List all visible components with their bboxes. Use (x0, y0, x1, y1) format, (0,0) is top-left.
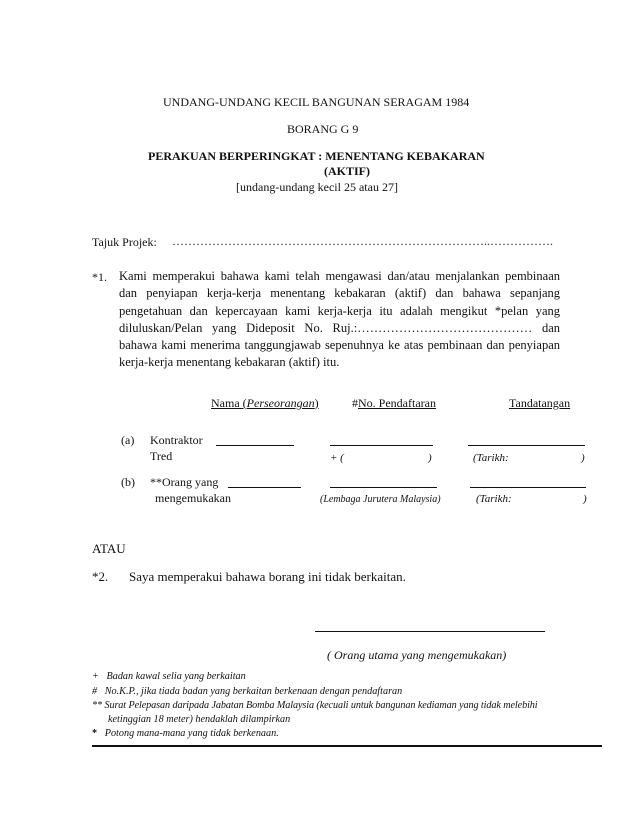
row-a-name-line (216, 445, 294, 446)
row-a-line2: Tred (150, 449, 173, 463)
project-title-label: Tajuk Projek: (92, 235, 157, 249)
row-b-signature-line (470, 487, 586, 488)
form-subtitle: (AKTIF) (324, 164, 370, 178)
footnote-plus: + Badan kawal selia yang berkaitan (92, 671, 246, 682)
row-b-date-hint-close: ) (583, 493, 587, 505)
registration-column-header: #No. Pendaftaran (352, 396, 436, 410)
bottom-rule (92, 745, 602, 747)
row-a-registration-hint-close: ) (428, 452, 432, 464)
or-label: ATAU (92, 541, 126, 556)
row-b-registration-line (330, 487, 437, 488)
footnote-star: * Potong mana-mana yang tidak berkenaan. (92, 728, 279, 739)
row-a-signature-line (468, 445, 585, 446)
clause-1-number: *1. (92, 270, 107, 284)
footnote-hash: # No.K.P., jika tiada badan yang berkaitan berkenaan dengan pendaftaran (92, 686, 403, 697)
clause-2-number: *2. (92, 569, 109, 584)
bylaw-reference: [undang-undang kecil 25 atau 27] (236, 180, 398, 194)
row-b-name-line (228, 487, 301, 488)
signature-column-header: Tandatangan (509, 396, 571, 410)
row-b-line1: **Orang yang (150, 475, 219, 489)
form-title: PERAKUAN BERPERINGKAT : MENENTANG KEBAKARAN (148, 149, 485, 163)
row-b-date-hint: (Tarikh: (476, 493, 512, 505)
row-a-letter: (a) (121, 433, 135, 447)
registration-header-underlined: No. Pendaftaran (358, 396, 436, 410)
form-number: BORANG G 9 (287, 122, 359, 136)
row-b-registration-hint: (Lembaga Jurutera Malaysia) (320, 494, 441, 505)
footnote-double-star: ** Surat Pelepasan daripada Jabatan Bomba Malaysia (kecuali untuk bangunan kediaman yang tidak melebihi (92, 700, 538, 711)
main-signatory-line (315, 631, 545, 632)
main-signatory-caption: ( Orang utama yang mengemukakan) (327, 648, 507, 662)
clause-2-text: Saya memperakui bahawa borang ini tidak berkaitan. (129, 569, 406, 584)
row-a-date-hint: (Tarikh: (473, 452, 509, 464)
row-b-line2: mengemukakan (155, 491, 231, 505)
project-title-dotted-field: ……………………………………………………………………..……………. (172, 234, 553, 248)
row-a-registration-hint: + ( (330, 452, 344, 464)
row-a-date-hint-close: ) (581, 452, 585, 464)
footnote-double-star-continued: ketinggian 18 meter) hendaklah dilampirkan (108, 714, 291, 725)
name-column-header: Nama (Perseorangan) (211, 396, 319, 410)
clause-1-text: Kami memperakui bahawa kami telah mengawasi dan/atau menjalankan pembinaan dan penyiapan kerja-kerja menentang kebakaran (aktif) dan bahawa sepanjang pengetahuan dan kepercayaan kami kerja-kerja itu adalah mengikut *pelan yang diluluskan/Pelan yang Dideposit No. Ruj.:…………………………………… dan bahawa kami menerima tanggungjawab sepenuhnya ke atas pembinaan dan penyiapan kerja-kerja menentang kebakaran (aktif) itu. (119, 269, 560, 370)
act-title: UNDANG-UNDANG KECIL BANGUNAN SERAGAM 1984 (163, 95, 470, 109)
row-a-line1: Kontraktor (150, 433, 203, 447)
row-b-letter: (b) (121, 475, 135, 489)
row-a-registration-line (330, 445, 433, 446)
